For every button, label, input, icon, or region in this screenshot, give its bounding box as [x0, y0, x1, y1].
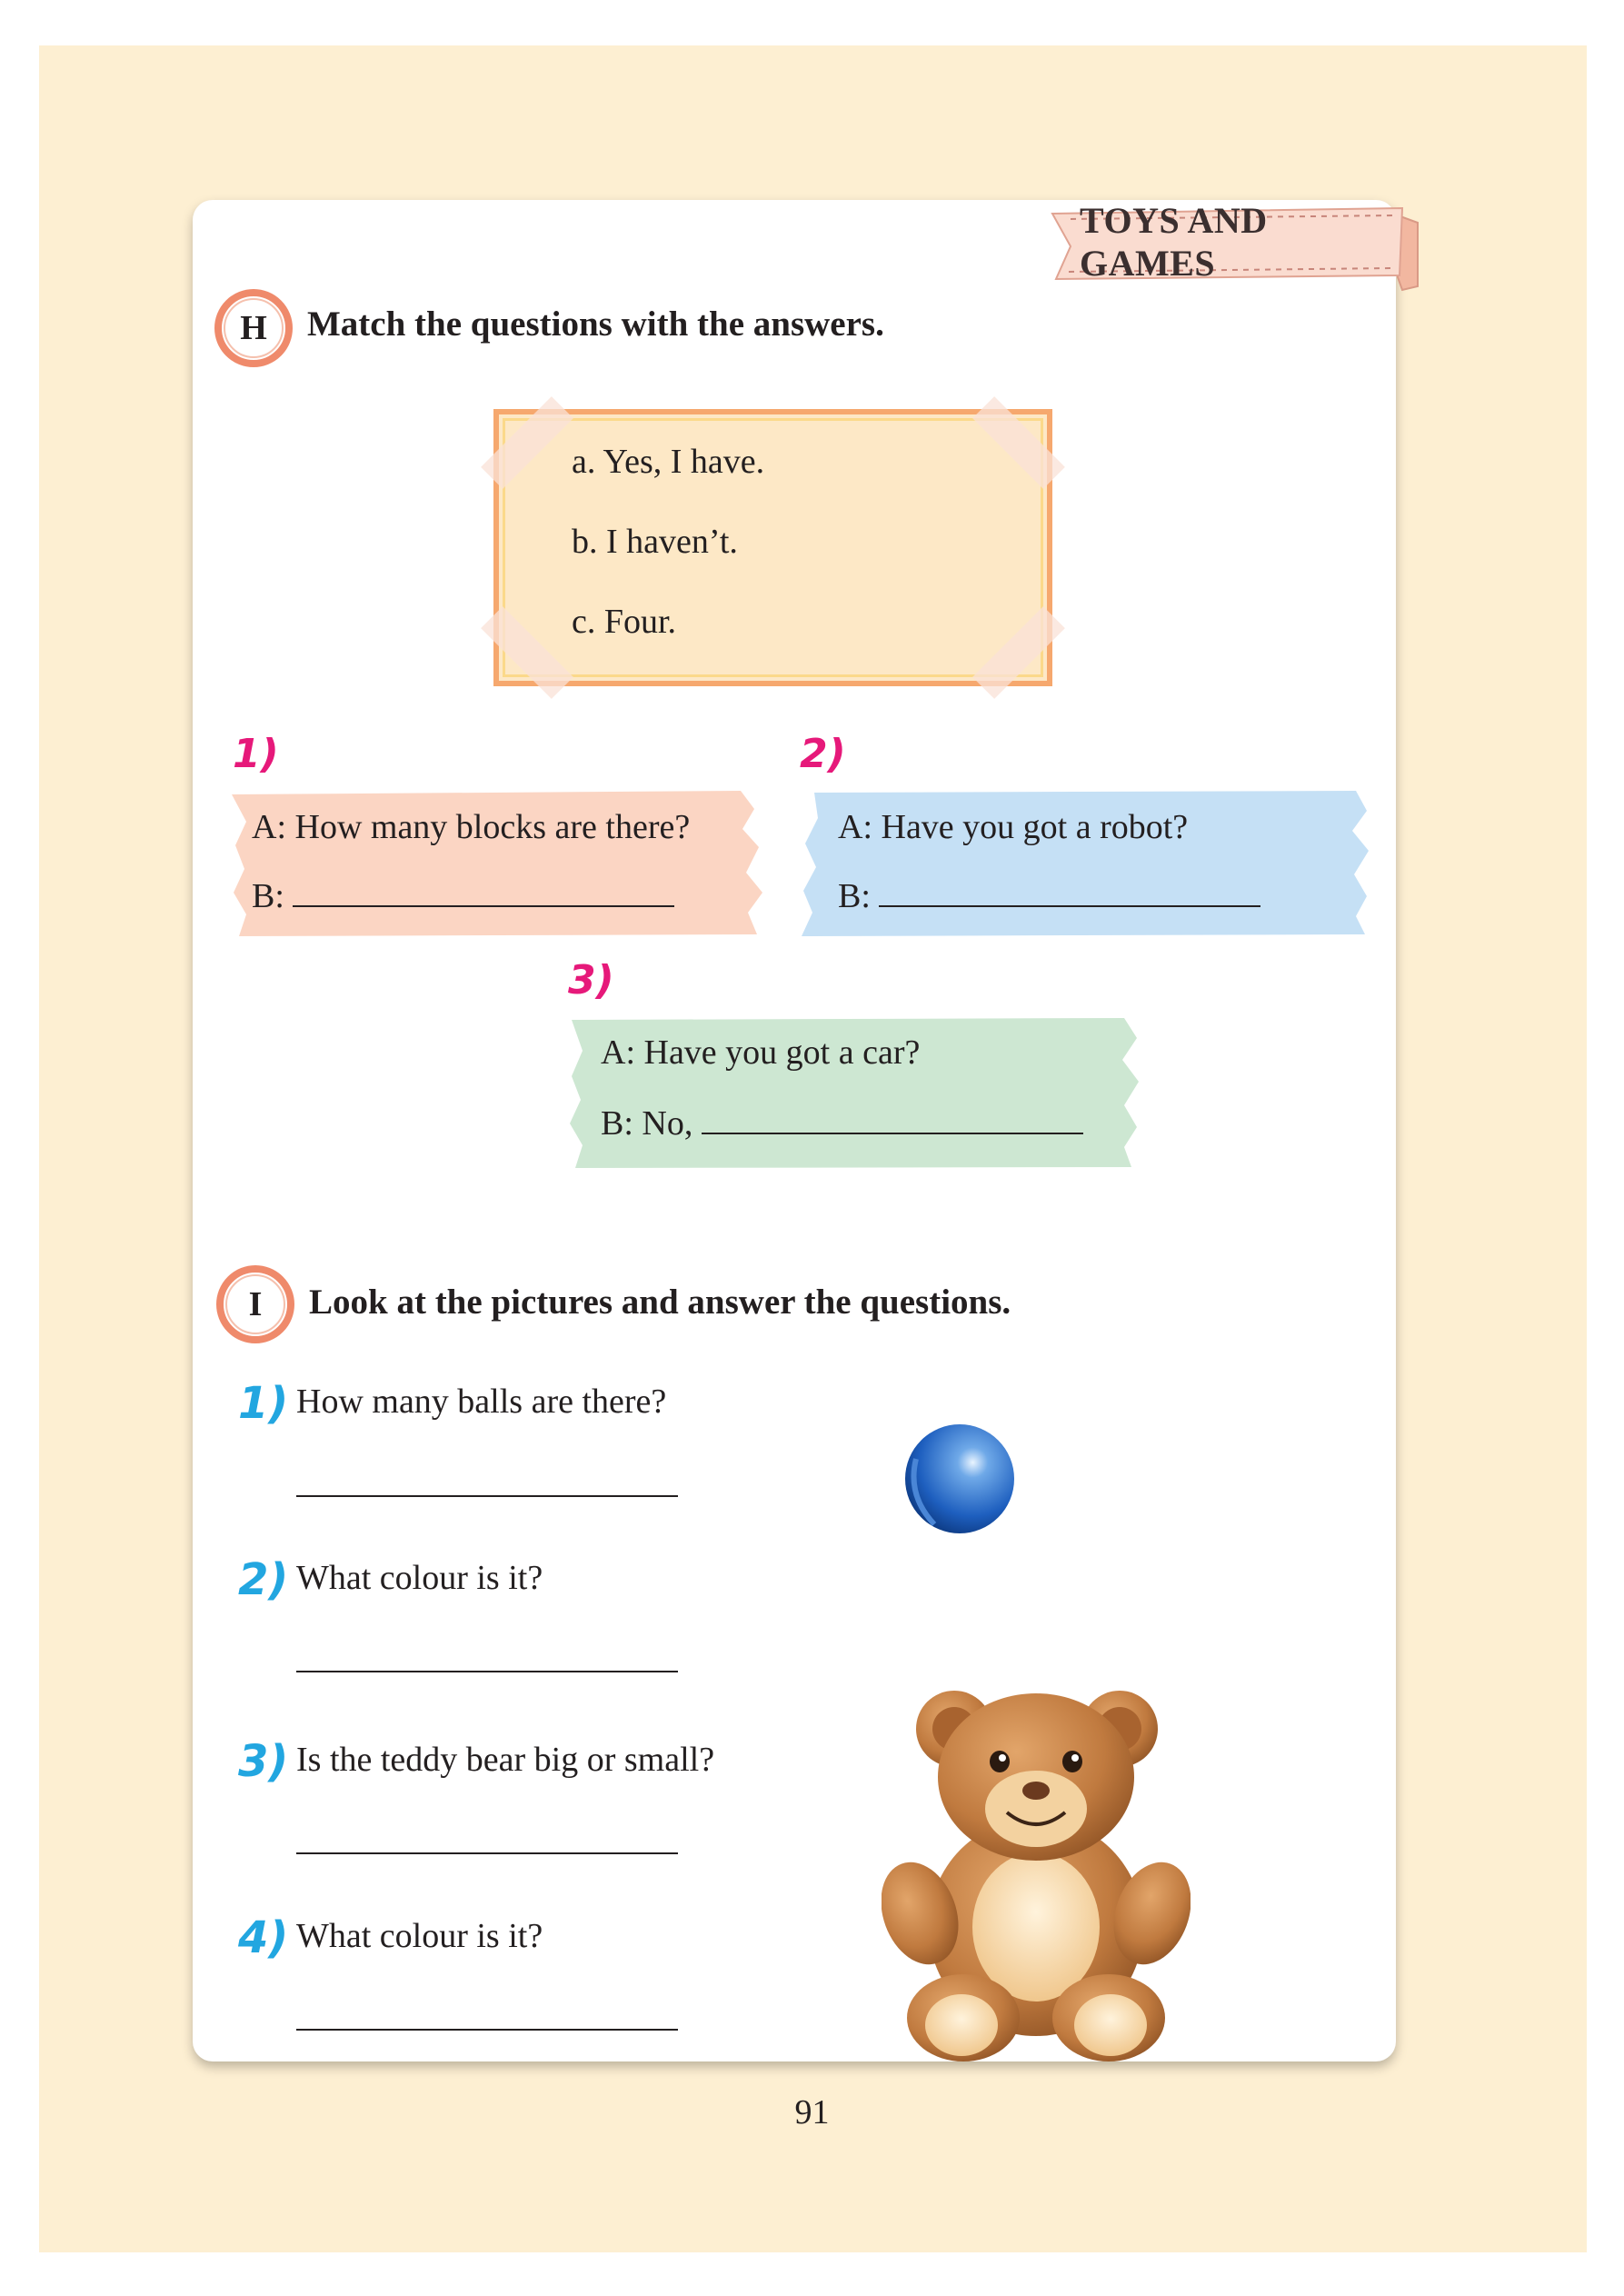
dialogue-strip-3: [568, 1018, 1139, 1168]
dialogue-1-answer-prefix: B:: [252, 877, 284, 915]
answer-option-a: a. Yes, I have.: [572, 443, 765, 481]
teddy-bear-icon: [882, 1682, 1191, 2063]
dialogue-strip-2: [802, 791, 1370, 936]
tape-top-left: [481, 396, 573, 489]
question-1-answer-line[interactable]: [296, 1495, 678, 1497]
dialogue-3-answer: [601, 1102, 1083, 1143]
question-4-text: What colour is it?: [296, 1917, 543, 1955]
section-h-instruction: Match the questions with the answers.: [307, 304, 884, 344]
dialogue-3-question: A: Have you got a car?: [601, 1033, 921, 1072]
answer-option-c: c. Four.: [572, 603, 677, 641]
dialogue-2-question: A: Have you got a robot?: [838, 808, 1189, 846]
section-i-badge: I: [216, 1265, 294, 1343]
section-h-badge: H: [214, 289, 293, 367]
dialogue-strip-1: [232, 791, 763, 936]
section-i-instruction: Look at the pictures and answer the questions.: [309, 1283, 1011, 1322]
blue-ball-icon: [903, 1423, 1016, 1535]
question-number-3: 3): [238, 1736, 289, 1787]
question-1-text: How many balls are there?: [296, 1383, 667, 1421]
dialogue-3-blank[interactable]: [702, 1102, 1083, 1134]
dialogue-2-answer-prefix: B:: [838, 877, 871, 915]
dialogue-1-answer: [252, 874, 674, 916]
question-2-answer-line[interactable]: [296, 1671, 678, 1672]
question-4-answer-line[interactable]: [296, 2029, 678, 2031]
dialogue-2-answer: [838, 874, 1260, 916]
tape-top-right: [972, 396, 1065, 489]
answer-option-b: b. I haven’t.: [572, 523, 738, 561]
question-2-text: What colour is it?: [296, 1559, 543, 1597]
dialogue-2-blank[interactable]: [879, 874, 1260, 907]
question-3-answer-line[interactable]: [296, 1852, 678, 1854]
tape-bottom-right: [972, 606, 1065, 699]
dialogue-number-3: 3): [568, 957, 614, 1003]
tape-bottom-left: [481, 606, 573, 699]
dialogue-1-blank[interactable]: [293, 874, 674, 907]
question-number-1: 1): [238, 1378, 289, 1429]
topic-banner: [1043, 195, 1425, 295]
dialogue-1-question: A: How many blocks are there?: [252, 808, 691, 846]
question-number-2: 2): [238, 1554, 289, 1605]
dialogue-3-answer-prefix: B: No,: [601, 1104, 693, 1143]
question-number-4: 4): [238, 1912, 289, 1963]
answer-options-box: [493, 409, 1052, 686]
dialogue-number-1: 1): [233, 731, 279, 777]
question-3-text: Is the teddy bear big or small?: [296, 1741, 715, 1779]
page-number: 91: [794, 2093, 830, 2131]
dialogue-number-2: 2): [800, 731, 846, 777]
banner-title: TOYS AND GAMES: [1080, 200, 1268, 284]
